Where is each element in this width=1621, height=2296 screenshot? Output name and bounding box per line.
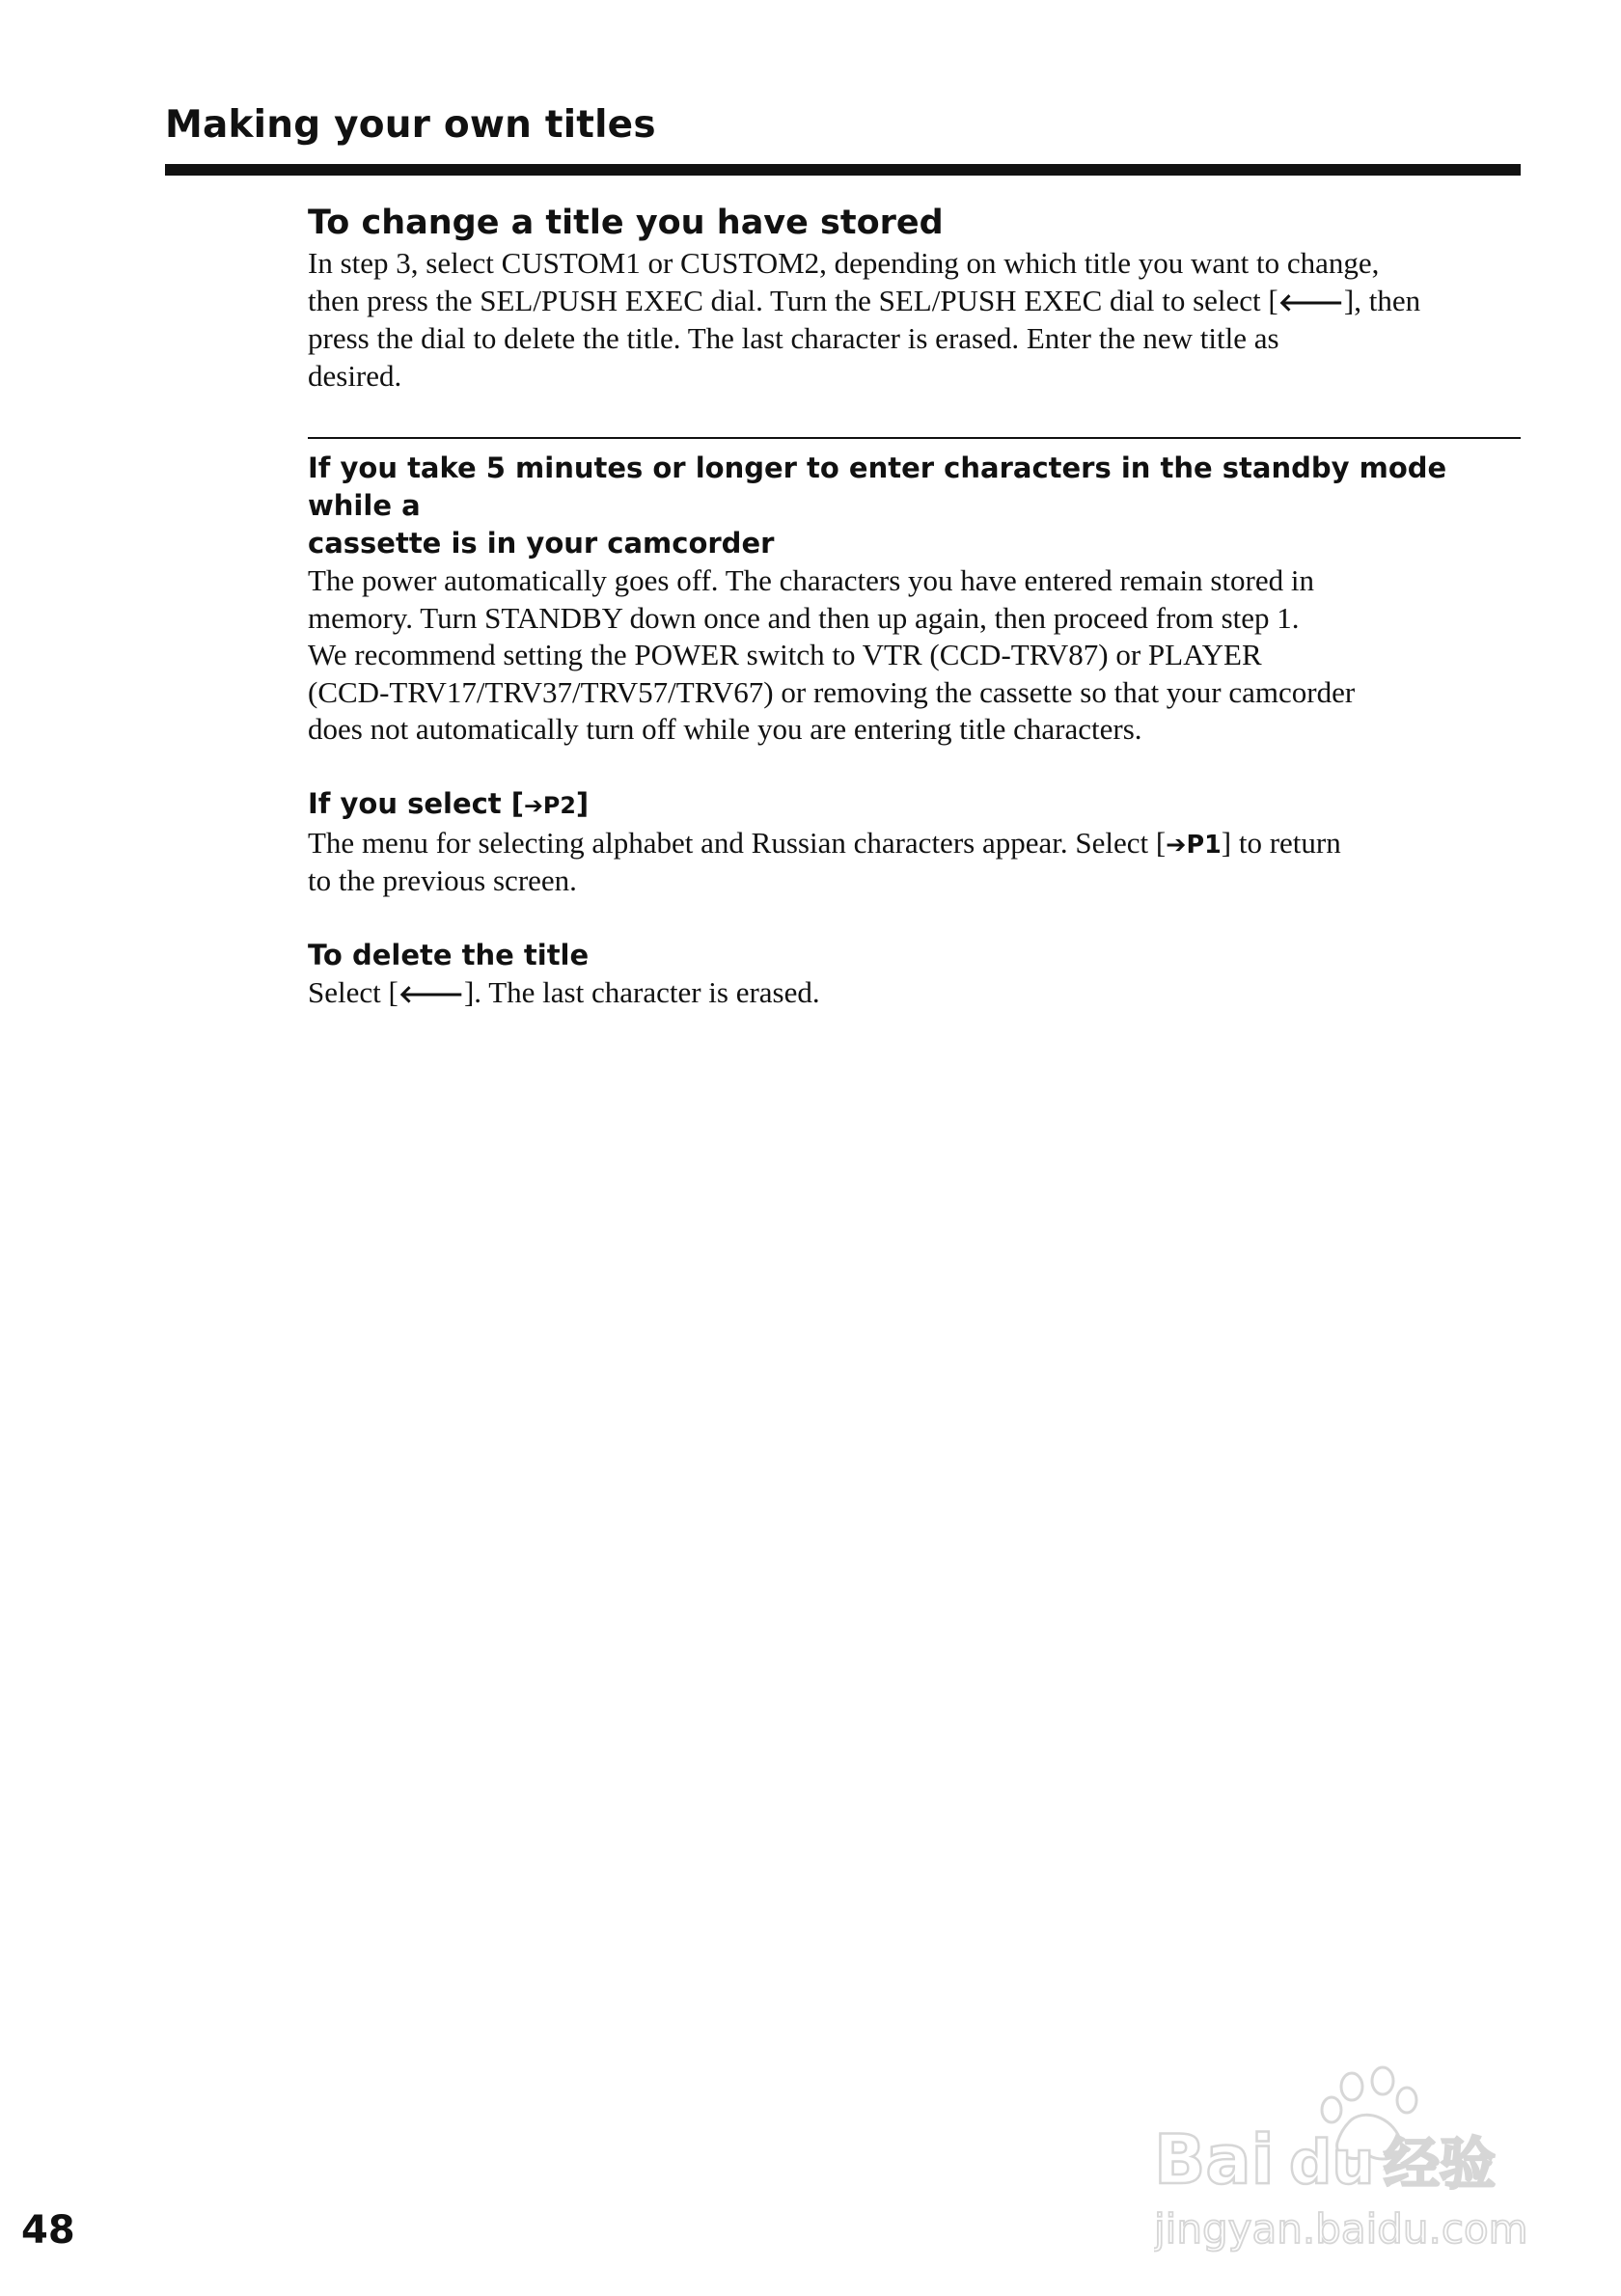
paragraph-select-p2 — [308, 825, 1521, 900]
heading-line: cassette is in your camcorder — [308, 527, 775, 560]
paragraph-delete-title — [308, 974, 1521, 1013]
spacer — [308, 900, 1521, 937]
page-number: 48 — [21, 2208, 75, 2253]
svg-text:jingyan.baidu.com: jingyan.baidu.com — [1154, 2205, 1528, 2253]
text-line: does not automatically turn off while you are entering title characters. — [308, 712, 1142, 746]
text-line: ], then — [1343, 283, 1421, 317]
section-five-minutes-note — [308, 450, 1521, 749]
spacer — [308, 749, 1521, 785]
back-arrow-icon: 🡐 — [1278, 287, 1344, 316]
text-line: (CCD-TRV17/TRV37/TRV57/TRV67) or removing the cassette so that your camcorder — [308, 674, 1356, 709]
text-line: ]. The last character is erased. — [463, 974, 820, 1009]
text-line: The power automatically goes off. The characters you have entered remain stored in — [308, 563, 1314, 597]
heading-delete-title: To delete the title — [308, 938, 590, 971]
text-line: ] to return — [1221, 825, 1341, 860]
section-divider — [308, 437, 1521, 439]
text-line: We recommend setting the POWER switch to VTR (CCD-TRV87) or PLAYER — [308, 638, 1262, 671]
paragraph-change-stored-title — [308, 245, 1521, 395]
text-line: desired. — [308, 358, 402, 393]
paragraph-five-minutes — [308, 562, 1521, 749]
heading-line: If you take 5 minutes or longer to enter characters in the standby mode while a — [308, 451, 1447, 522]
section-change-stored-title — [308, 201, 1521, 395]
page-section-title: Making your own titles — [165, 103, 656, 147]
forward-arrow-p2-icon: ➔P2 — [524, 791, 576, 819]
text-line: memory. Turn STANDBY down once and then up again, then proceed from step 1. — [308, 600, 1300, 635]
text-line: to the previous screen. — [308, 863, 577, 897]
text-line: Select [ — [308, 974, 398, 1009]
svg-text:经验: 经验 — [1384, 2131, 1497, 2197]
page-content — [308, 201, 1521, 1012]
heading-text: ] — [575, 786, 590, 820]
text-line: In step 3, select CUSTOM1 or CUSTOM2, depending on which title you want to change, — [308, 246, 1380, 280]
heading-five-minutes — [308, 450, 1521, 562]
baidu-jingyan-watermark-logo — [1154, 2060, 1540, 2262]
svg-text:Bai: Bai — [1154, 2120, 1275, 2200]
heading-change-stored-title: To change a title you have stored — [308, 204, 944, 242]
heading-select-p2 — [308, 785, 1521, 825]
title-rule — [165, 164, 1521, 176]
text-line: press the dial to delete the title. The last character is erased. Enter the new title as — [308, 321, 1279, 355]
section-delete-title — [308, 937, 1521, 1013]
forward-arrow-p1-icon: ➔P1 — [1166, 829, 1222, 859]
svg-text:du: du — [1289, 2127, 1375, 2198]
heading-text: If you select [ — [308, 786, 525, 820]
text-line: The menu for selecting alphabet and Russian characters appear. Select [ — [308, 825, 1167, 860]
text-line: then press the SEL/PUSH EXEC dial. Turn the SEL/PUSH EXEC dial to select [ — [308, 283, 1278, 317]
back-arrow-icon: 🡐 — [398, 978, 464, 1008]
section-select-p2 — [308, 785, 1521, 900]
